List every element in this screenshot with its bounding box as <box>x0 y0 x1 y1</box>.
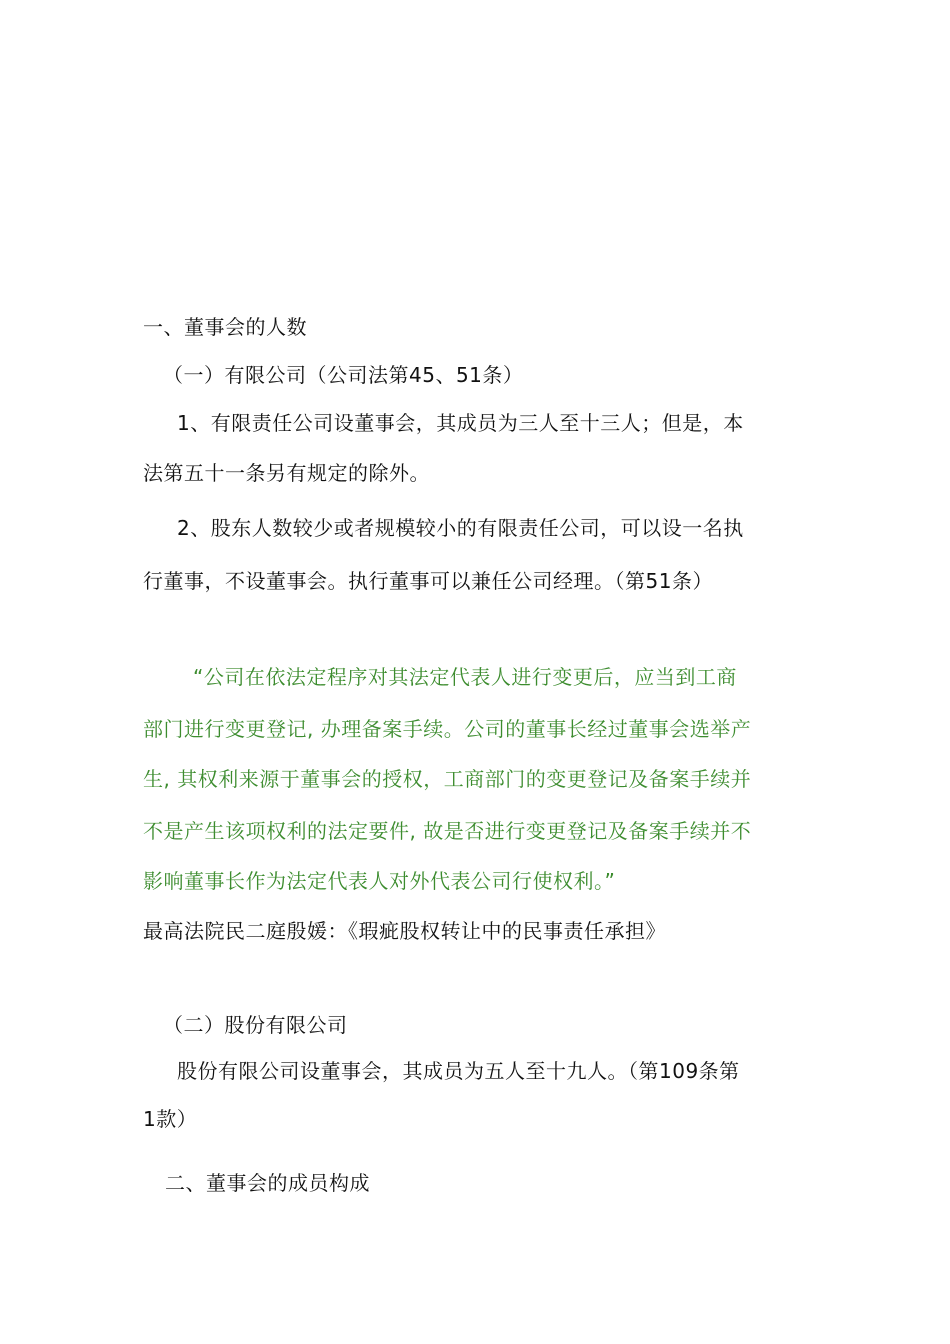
subheading-joint-stock-company: （二）股份有限公司 <box>163 1013 348 1037</box>
quote-source: 最高法院民二庭殷媛：《瑕疵股权转让中的民事责任承担》 <box>143 919 666 943</box>
quote-line-1: “公司在依法定程序对其法定代表人进行变更后，应当到工商 <box>193 665 737 689</box>
quote-line-3: 生, 其权利来源于董事会的授权，工商部门的变更登记及备案手续并 <box>143 767 752 791</box>
section-heading-board-size: 一、董事会的人数 <box>143 315 307 339</box>
section-heading-board-composition: 二、董事会的成员构成 <box>165 1171 370 1195</box>
quote-line-5: 影响董事长作为法定代表人对外代表公司行使权利。” <box>143 869 616 893</box>
quote-line-4: 不是产生该项权利的法定要件, 故是否进行变更登记及备案手续并不 <box>143 819 752 843</box>
paragraph-2-line-2: 行董事，不设董事会。执行董事可以兼任公司经理。（第51条） <box>143 569 713 593</box>
paragraph-1-line-1: 1、有限责任公司设董事会，其成员为三人至十三人；但是，本 <box>177 411 744 435</box>
subheading-limited-company: （一）有限公司（公司法第45、51条） <box>163 363 524 387</box>
paragraph-3-line-1: 股份有限公司设董事会，其成员为五人至十九人。（第109条第 <box>177 1059 740 1083</box>
quote-line-2: 部门进行变更登记, 办理备案手续。公司的董事长经过董事会选举产 <box>143 717 752 741</box>
paragraph-3-line-2: 1款） <box>143 1107 198 1131</box>
paragraph-2-line-1: 2、股东人数较少或者规模较小的有限责任公司，可以设一名执 <box>177 516 744 540</box>
paragraph-1-line-2: 法第五十一条另有规定的除外。 <box>143 461 430 485</box>
